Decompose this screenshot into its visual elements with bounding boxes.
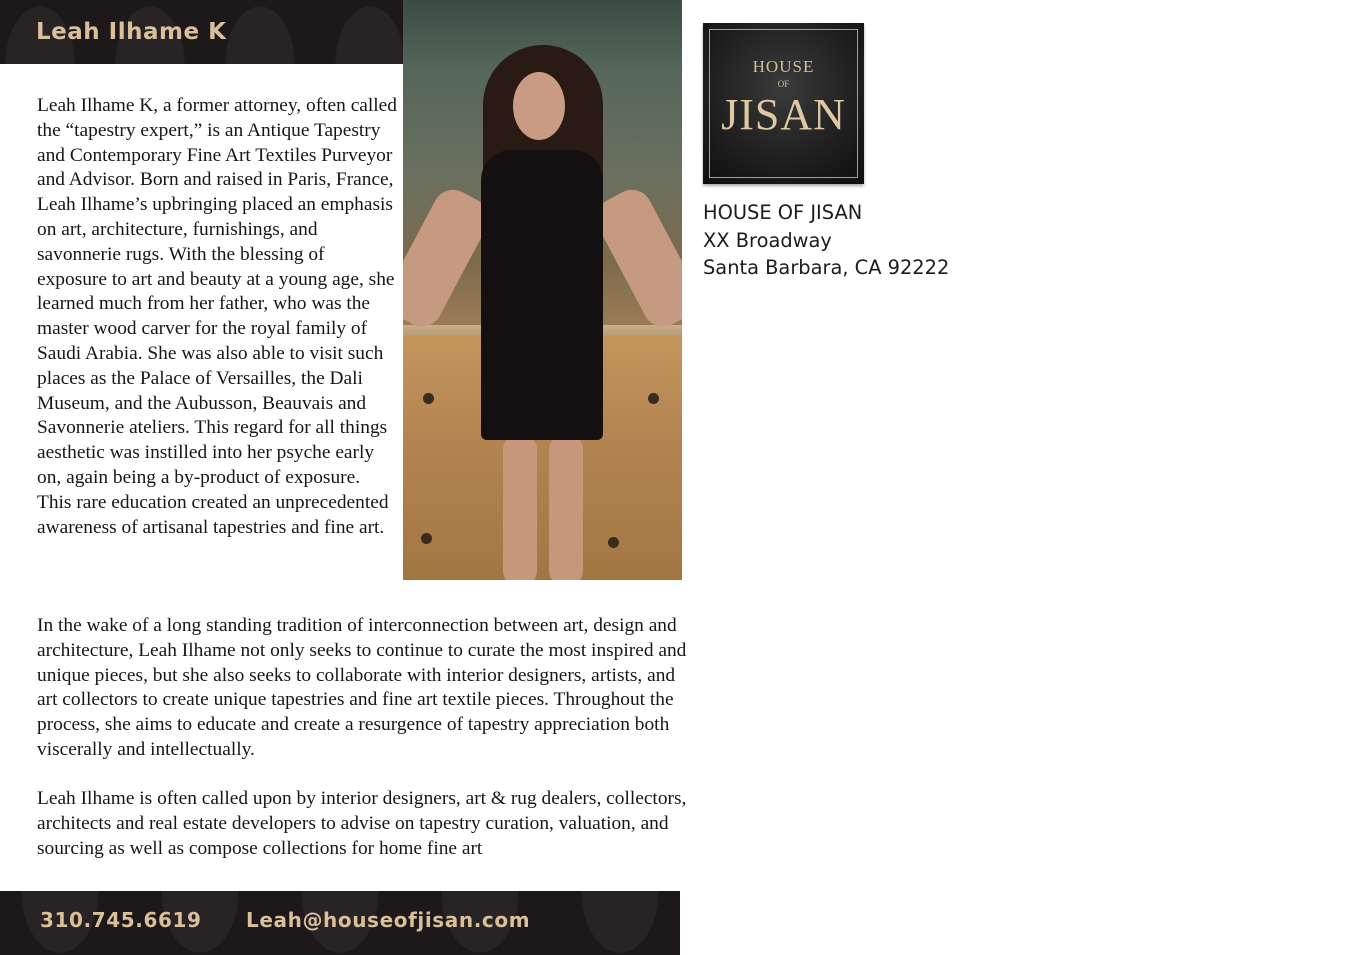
photo-knob [421, 533, 432, 544]
bio-paragraph-1: Leah Ilhame K, a former attorney, often called the “tapestry expert,” is an Antique Tapestry and Contemporary Fine Art Textiles Purveyor and Advisor. Born and raised in Paris, France, Leah Ilhame’s upbringing placed an emphasis on art, architecture, furnishings, and savonnerie rugs. With the blessing of exposure to art and beauty at a young age, she learned much from her father, who was the master wood carver for the royal family of Saudi Arabia. She was also able to visit such places as the Palace of Versailles, the Dali Museum, and the Aubusson, Beauvais and Savonnerie ateliers. This regard for all things aesthetic was instilled into her psyche early on, again being a by-product of exposure. This rare education created an unprecedented awareness of artisanal tapestries and fine art. [37, 95, 397, 538]
address-company: HOUSE OF JISAN [703, 201, 863, 224]
portrait-photo [403, 0, 682, 580]
photo-knob [423, 393, 434, 404]
name-banner [0, 0, 403, 64]
photo-leg-left [503, 435, 537, 580]
address-street: XX Broadway [703, 228, 832, 252]
logo-of-text: OF [777, 79, 790, 89]
address-city: Santa Barbara, CA 92222 [703, 256, 950, 279]
business-address [703, 199, 949, 282]
bio-paragraph-2: In the wake of a long standing tradition of interconnection between art, design and architecture, Leah Ilhame not only seeks to continue to curate the most inspired and unique pieces, but she also seeks to collaborate with interior designers, artists, and art collectors to create unique tapestries and fine art textile pieces. Throughout the process, she aims to educate and create a resurgence of tapestry appreciation both viscerally and intellectually. [37, 615, 687, 760]
photo-face [513, 72, 565, 140]
photo-dress [481, 150, 603, 440]
logo-house-text: HOUSE [752, 57, 815, 76]
email-link[interactable]: Leah@houseofjisan.com [246, 908, 531, 932]
photo-leg-right [549, 435, 583, 580]
person-name: Leah Ilhame K [36, 19, 227, 45]
logo-jisan-text: JISAN [721, 90, 846, 139]
bio-paragraph-3: Leah Ilhame is often called upon by interior designers, art & rug dealers, collectors, architects and real estate developers to advise on tapestry curation, valuation, and sourcing as well as compose collections for home fine art [37, 788, 687, 859]
phone-number[interactable]: 310.745.6619 [40, 908, 202, 932]
contact-footer [0, 891, 680, 955]
house-of-jisan-logo [703, 23, 864, 184]
photo-knob [648, 393, 659, 404]
photo-knob [608, 537, 619, 548]
